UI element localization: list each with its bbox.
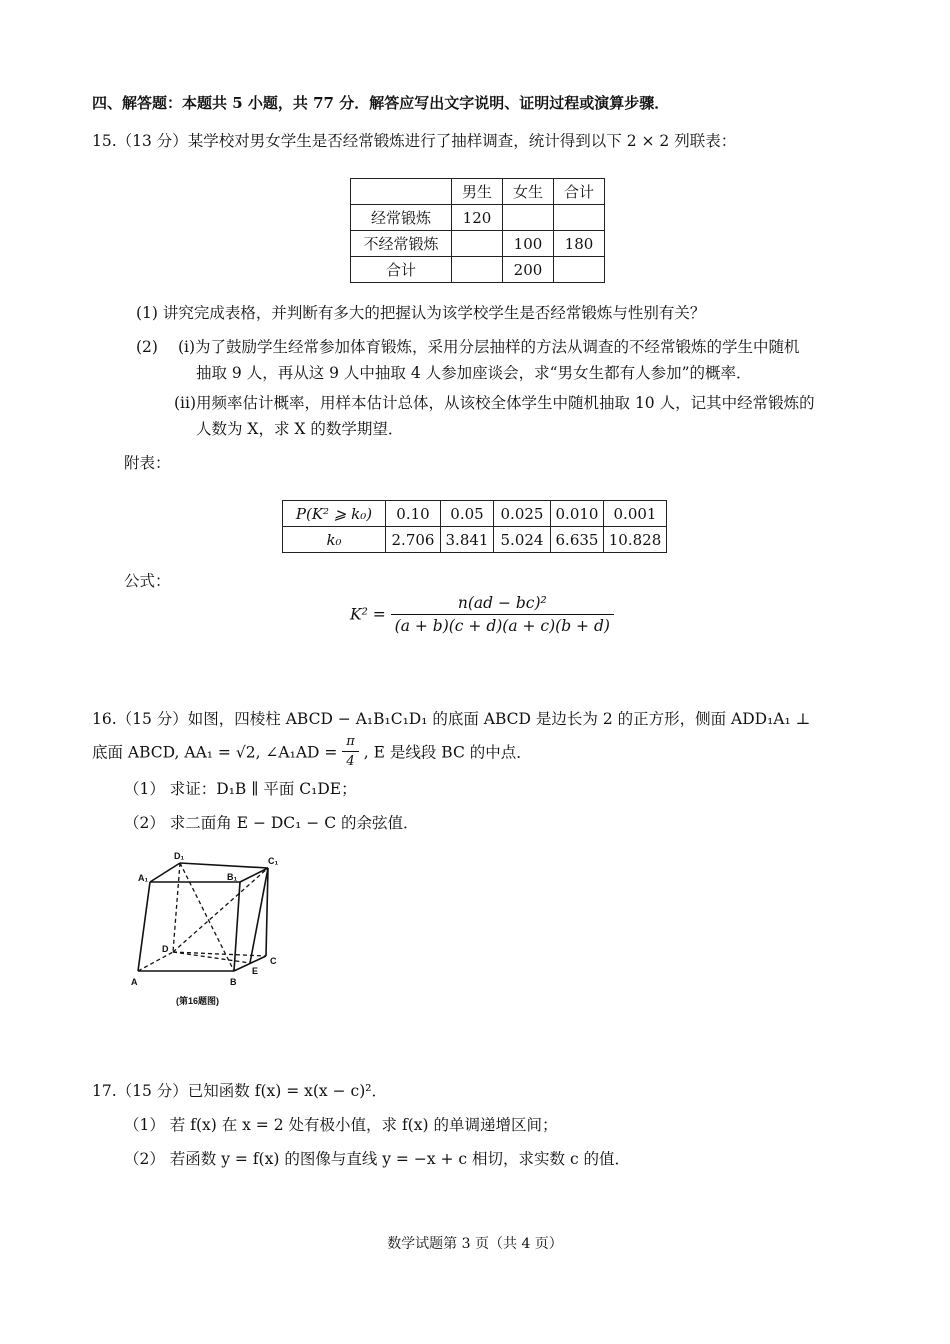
section-header: 四、解答题：本题共 5 小题，共 77 分．解答应写出文字说明、证明过程或演算步骤． xyxy=(92,94,670,112)
formula-label: 公式： xyxy=(124,572,171,590)
prism-figure xyxy=(128,848,288,1013)
chi-square-formula xyxy=(350,594,614,635)
vertex-label-A: A xyxy=(131,977,138,987)
k-table-cell: 0.001 xyxy=(604,501,667,527)
k-table-cell: 10.828 xyxy=(604,527,667,553)
q16-part1: （1） 求证：D₁B ∥ 平面 C₁DE； xyxy=(124,780,357,798)
q16-line2-b: , E 是线段 BC 的中点． xyxy=(363,743,532,762)
table-cell xyxy=(554,257,605,283)
table-cell: 120 xyxy=(452,205,503,231)
vertex-label-B1: B₁ xyxy=(227,872,238,882)
k-table-cell: 5.024 xyxy=(494,527,551,553)
edge-BC xyxy=(234,956,266,971)
q17-stem: 17.（15 分）已知函数 f(x) = x(x − c)²． xyxy=(92,1082,387,1100)
hidden-edge-AD xyxy=(138,952,173,971)
q15-contingency-table xyxy=(350,178,605,283)
formula-numerator: n(ad − bc)² xyxy=(391,594,614,615)
edge-A1A xyxy=(138,882,150,971)
q15-part2-i-line2: 抽取 9 人，再从这 9 人中抽取 4 人参加座谈会，求“男女生都有人参加”的概率． xyxy=(196,364,752,382)
table-header-cell xyxy=(351,179,452,205)
vertex-label-C1: C₁ xyxy=(268,856,279,866)
pi-over-4-fraction xyxy=(342,734,359,769)
q16-line2-a: 底面 ABCD, AA₁ = √2, ∠A₁AD = xyxy=(92,743,338,762)
q15-part2-ii-line2: 人数为 X，求 X 的数学期望． xyxy=(196,420,404,438)
table-cell xyxy=(452,257,503,283)
table-cell xyxy=(554,205,605,231)
vertex-label-D1: D₁ xyxy=(174,851,185,861)
table-header-cell: 合计 xyxy=(554,179,605,205)
q15-part2-label: (2) xyxy=(136,338,158,356)
table-cell xyxy=(503,205,554,231)
appendix-label: 附表： xyxy=(124,454,171,472)
q17-part2: （2） 若函数 y = f(x) 的图像与直线 y = −x + c 相切，求实数 c 的值． xyxy=(124,1150,631,1168)
edge-D1C1 xyxy=(180,863,268,868)
table-cell: 100 xyxy=(503,231,554,257)
q16-line2 xyxy=(92,734,532,769)
k-table-cell: 3.841 xyxy=(441,527,494,553)
q17-part1: （1） 若 f(x) 在 x = 2 处有极小值，求 f(x) 的单调递增区间； xyxy=(124,1116,558,1134)
k-table-cell: 0.10 xyxy=(386,501,441,527)
k-table-cell: 0.05 xyxy=(441,501,494,527)
vertex-label-A1: A₁ xyxy=(138,873,149,883)
table-cell: 200 xyxy=(503,257,554,283)
table-cell: 180 xyxy=(554,231,605,257)
table-cell: 合计 xyxy=(351,257,452,283)
q15-part1: (1) 讲究完成表格，并判断有多大的把握认为该学校学生是否经常锻炼与性别有关？ xyxy=(136,304,706,322)
k-critical-value-table xyxy=(282,500,667,553)
formula-fraction xyxy=(391,594,614,635)
vertex-label-D: D xyxy=(162,944,169,954)
q16-part2: （2） 求二面角 E − DC₁ − C 的余弦值． xyxy=(124,814,419,832)
figure-caption: (第16题图) xyxy=(176,996,220,1006)
k-table-row-label: k₀ xyxy=(283,527,386,553)
table-cell: 不经常锻炼 xyxy=(351,231,452,257)
page-footer: 数学试题第 3 页（共 4 页） xyxy=(387,1236,563,1252)
table-cell: 经常锻炼 xyxy=(351,205,452,231)
k-table-cell: 6.635 xyxy=(551,527,604,553)
hidden-edge-D1D xyxy=(173,863,180,952)
k-table-row-label: P(K² ⩾ k₀) xyxy=(283,501,386,527)
q15-stem: 15.（13 分）某学校对男女学生是否经常锻炼进行了抽样调查，统计得到以下 2 × 2 列联表： xyxy=(92,132,737,150)
q15-part2-i-line1: (i)为了鼓励学生经常参加体育锻炼，采用分层抽样的方法从调查的不经常锻炼的学生中随机 xyxy=(178,338,800,356)
frac-denominator: 4 xyxy=(346,754,355,769)
frac-numerator: π xyxy=(342,734,359,752)
table-header-cell: 女生 xyxy=(503,179,554,205)
q16-line1: 16.（15 分）如图，四棱柱 ABCD − A₁B₁C₁D₁ 的底面 ABCD 是边长为 2 的正方形，侧面 ADD₁A₁ ⊥ xyxy=(92,710,811,728)
k-table-cell: 2.706 xyxy=(386,527,441,553)
table-cell xyxy=(452,231,503,257)
vertex-label-C: C xyxy=(270,956,277,966)
k-table-cell: 0.010 xyxy=(551,501,604,527)
vertex-label-B: B xyxy=(230,977,237,987)
q15-part2-ii-line1: (ii)用频率估计概率，用样本估计总体，从该校全体学生中随机抽取 10 人，记其中经常锻炼的 xyxy=(174,394,815,412)
k-table-cell: 0.025 xyxy=(494,501,551,527)
table-header-cell: 男生 xyxy=(452,179,503,205)
edge-A1D1 xyxy=(150,863,180,882)
formula-lhs: K² = xyxy=(350,605,386,624)
vertex-label-E: E xyxy=(252,966,259,976)
formula-denominator: (a + b)(c + d)(a + c)(b + d) xyxy=(394,617,610,635)
